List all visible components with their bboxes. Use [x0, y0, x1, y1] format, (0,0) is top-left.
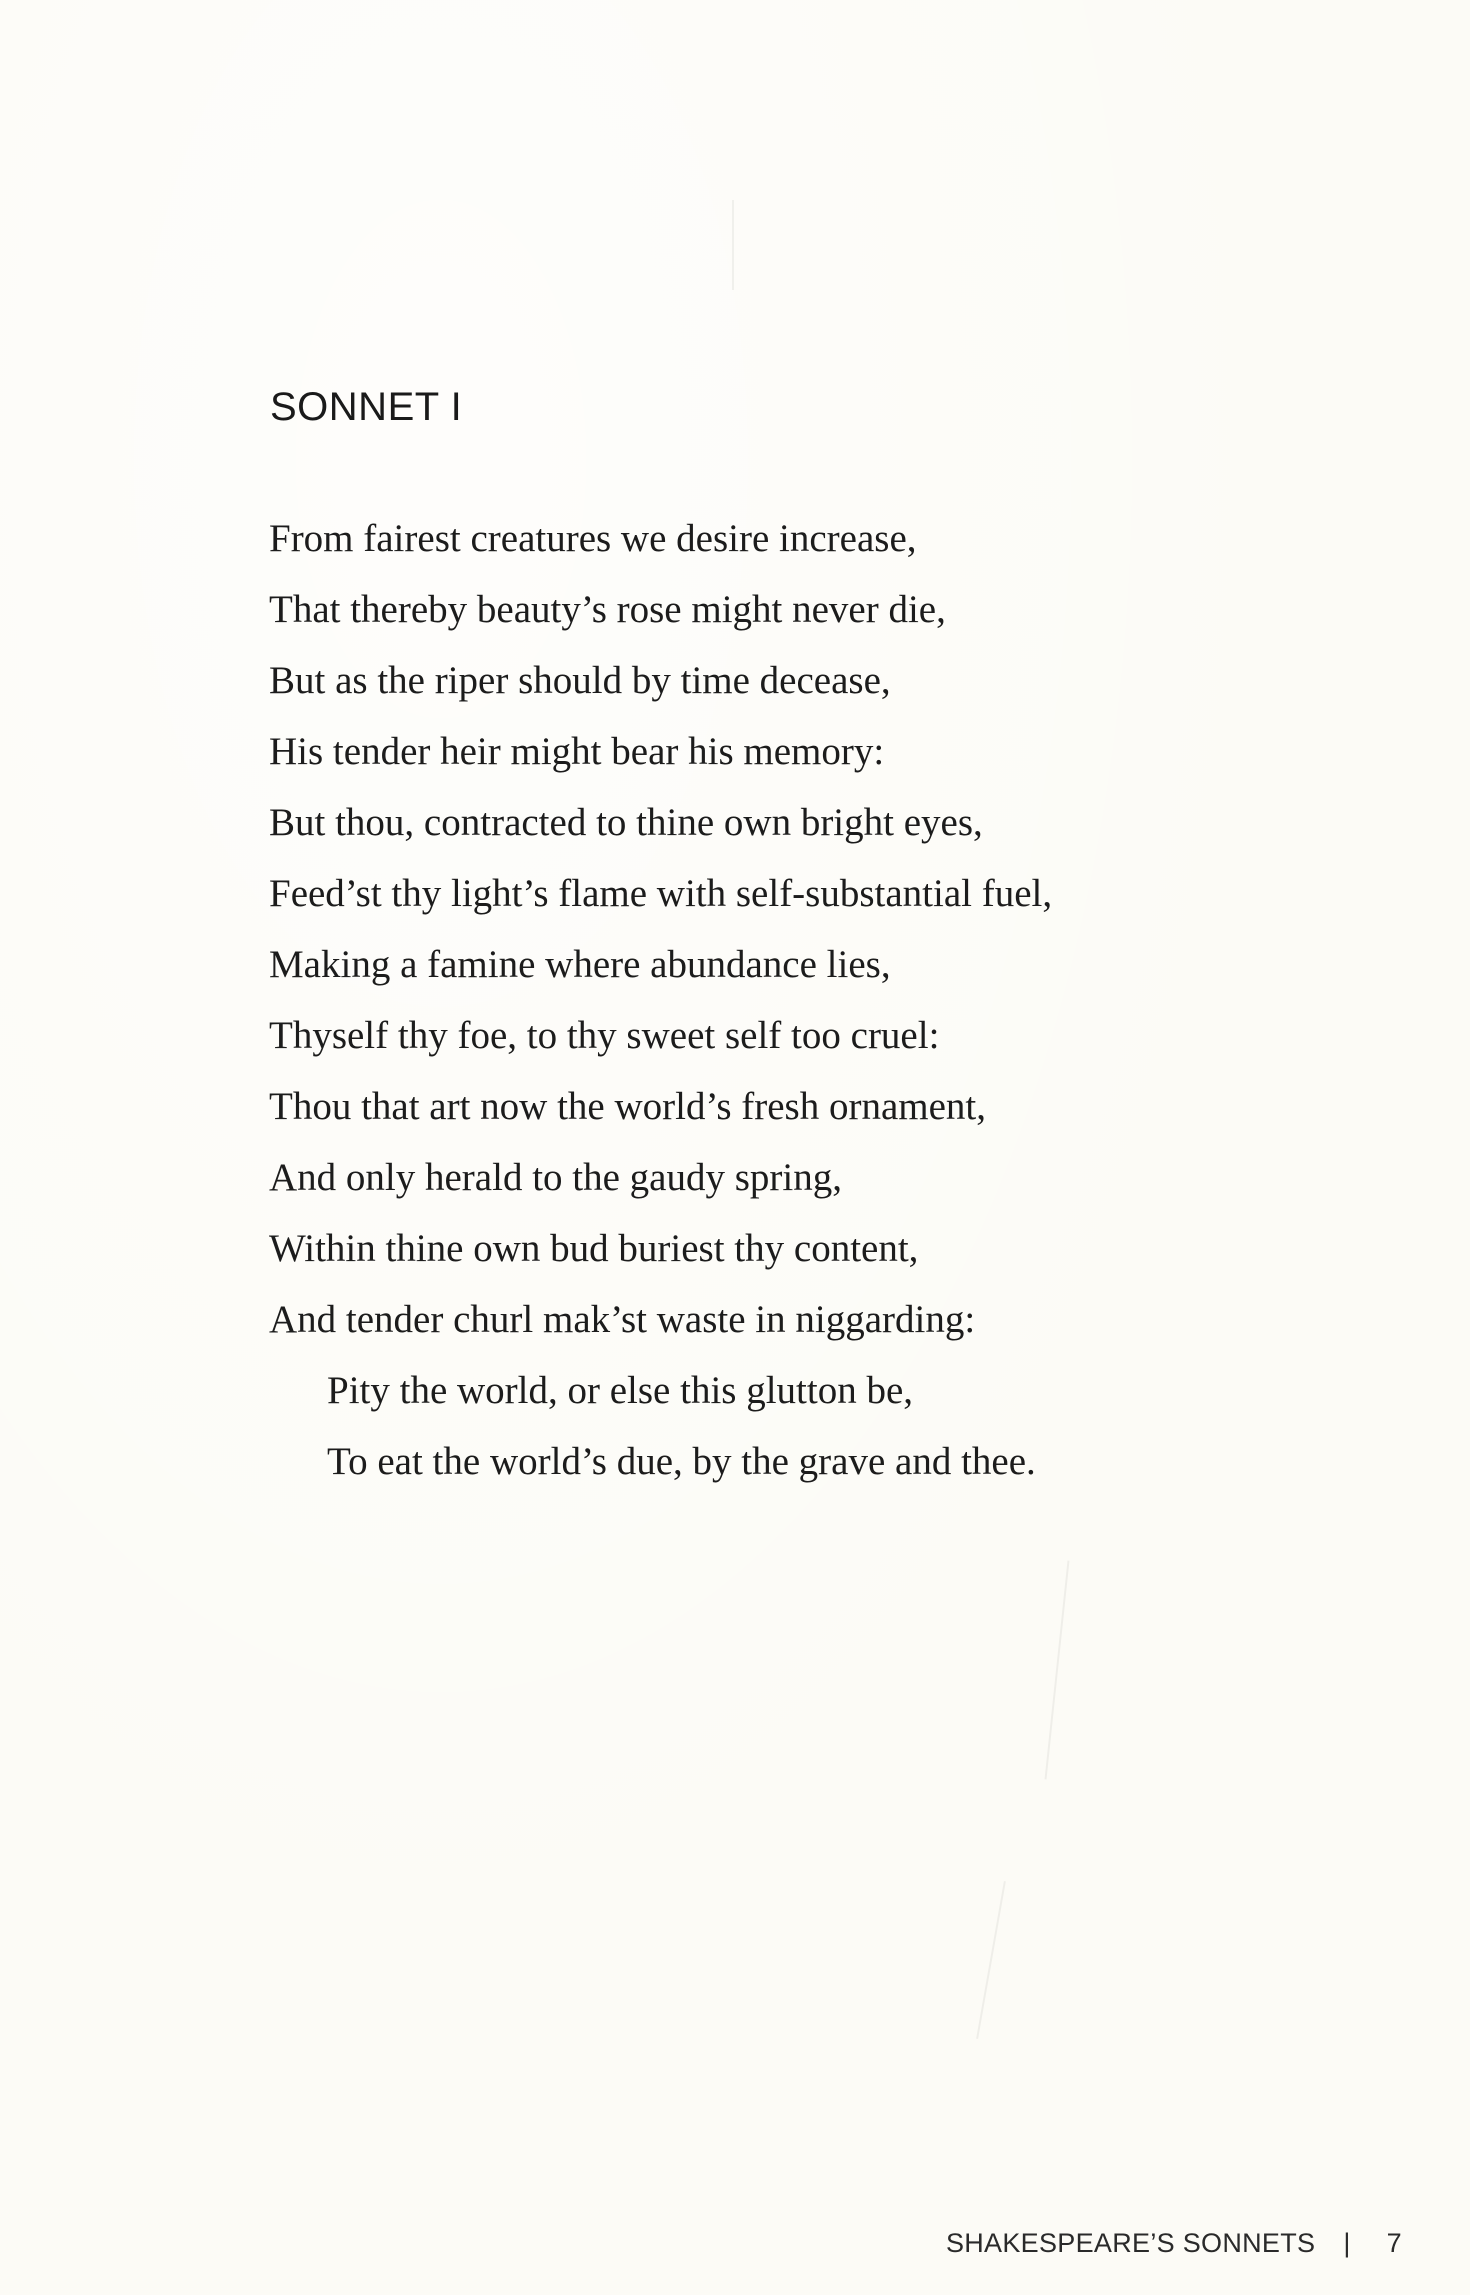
poem-line: Feed’st thy light’s flame with self-substantial fuel,	[269, 872, 1053, 915]
poem-line: Making a famine where abundance lies,	[269, 943, 891, 986]
poem-line: Thyself thy foe, to thy sweet self too cruel:	[269, 1014, 940, 1057]
page-crease	[732, 200, 734, 290]
page-number: 7	[1386, 2228, 1402, 2258]
footer-separator: |	[1343, 2228, 1351, 2258]
couplet-line: Pity the world, or else this glutton be,	[327, 1369, 914, 1412]
page-crease	[1045, 1560, 1070, 1779]
poem-line: Thou that art now the world’s fresh ornament,	[269, 1085, 986, 1128]
running-title: SHAKESPEARE’S SONNETS	[945, 2228, 1316, 2258]
poem-line: That thereby beauty’s rose might never die,	[269, 588, 946, 631]
poem-line: From fairest creatures we desire increase,	[269, 517, 917, 560]
couplet-line: To eat the world’s due, by the grave and thee.	[327, 1440, 1036, 1483]
poem-line: And only herald to the gaudy spring,	[269, 1156, 842, 1199]
poem-line: But thou, contracted to thine own bright eyes,	[269, 801, 983, 844]
poem-line: And tender churl mak’st waste in niggarding:	[269, 1298, 976, 1341]
poem-line: His tender heir might bear his memory:	[269, 730, 885, 773]
poem-line: But as the riper should by time decease,	[269, 659, 891, 702]
sonnet-text	[269, 503, 1052, 1497]
page-footer	[946, 2228, 1402, 2259]
page-crease	[976, 1881, 1006, 2039]
sonnet-title: SONNET I	[270, 385, 463, 429]
poem-line: Within thine own bud buriest thy content,	[269, 1227, 919, 1270]
